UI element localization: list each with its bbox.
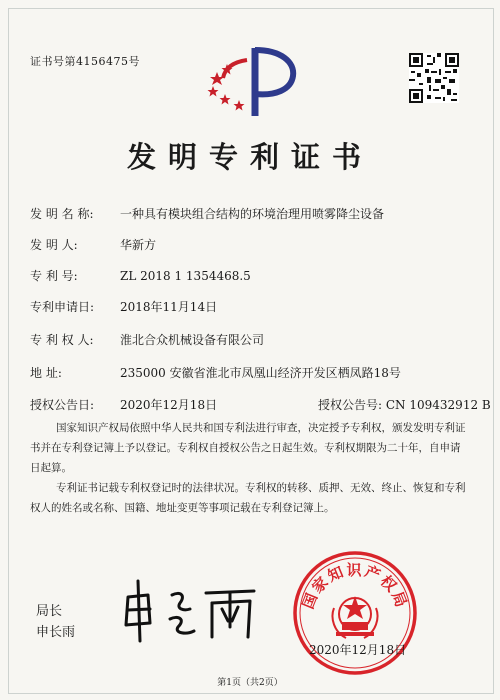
field-label: 发 明 名 称:	[30, 207, 94, 221]
field-invention-name	[30, 205, 384, 222]
field-value: 235000 安徽省淮北市凤凰山经济开发区栖凤路18号	[120, 366, 401, 380]
director-name: 申长雨	[36, 625, 76, 640]
field-patentee	[30, 331, 264, 348]
director-signature	[120, 575, 260, 645]
paragraph-legal-status: 专利证书记载专利权登记时的法律状况。专利权的转移、质押、无效、终止、恢复和专利权人的姓名或名称、国籍、地址变更等事项记载在专利登记簿上。	[30, 482, 466, 514]
field-value: ZL 2018 1 1354468.5	[120, 269, 251, 283]
publication-number	[318, 396, 491, 413]
field-label: 专 利 权 人:	[30, 333, 94, 347]
grant-row	[30, 396, 491, 413]
field-label: 地 址:	[30, 366, 62, 380]
field-value: 2018年11月14日	[120, 300, 218, 314]
certificate-title: 发明专利证书	[126, 140, 373, 174]
seal-date: 2020年12月18日	[309, 643, 407, 657]
field-value: 华新方	[120, 238, 157, 252]
publication-number-value: CN 109432912 B	[385, 398, 491, 412]
field-value: 一种具有模块组合结构的环境治理用喷雾降尘设备	[120, 207, 385, 221]
grant-date: 2020年12月18日	[120, 398, 218, 412]
page-number: 第1页（共2页）	[217, 678, 283, 688]
qr-code	[409, 53, 459, 103]
certificate-number: 证书号第4156475号	[30, 55, 140, 68]
field-label: 专 利 号:	[30, 269, 78, 283]
publication-number-label: 授权公告号:	[318, 398, 383, 412]
field-address	[30, 364, 401, 381]
svg-text:国家知识产权局: 国家知识产权局	[298, 561, 412, 612]
field-application-date	[30, 298, 217, 315]
cnipa-logo	[203, 42, 298, 120]
field-value: 淮北合众机械设备有限公司	[120, 333, 265, 347]
official-seal	[290, 548, 420, 678]
field-label: 专利申请日:	[30, 300, 95, 314]
field-inventor	[30, 236, 156, 253]
grant-date-label: 授权公告日:	[30, 398, 95, 412]
field-patent-number	[30, 267, 251, 284]
field-label: 发 明 人:	[30, 238, 78, 252]
paragraph-grant-statement: 国家知识产权局依照中华人民共和国专利法进行审查，决定授予专利权，颁发发明专利证书并在专利登记簿上予以登记。专利权自授权公告之日起生效。专利权期限为二十年，自申请日起算。	[30, 422, 466, 474]
director-title: 局长	[36, 604, 63, 619]
